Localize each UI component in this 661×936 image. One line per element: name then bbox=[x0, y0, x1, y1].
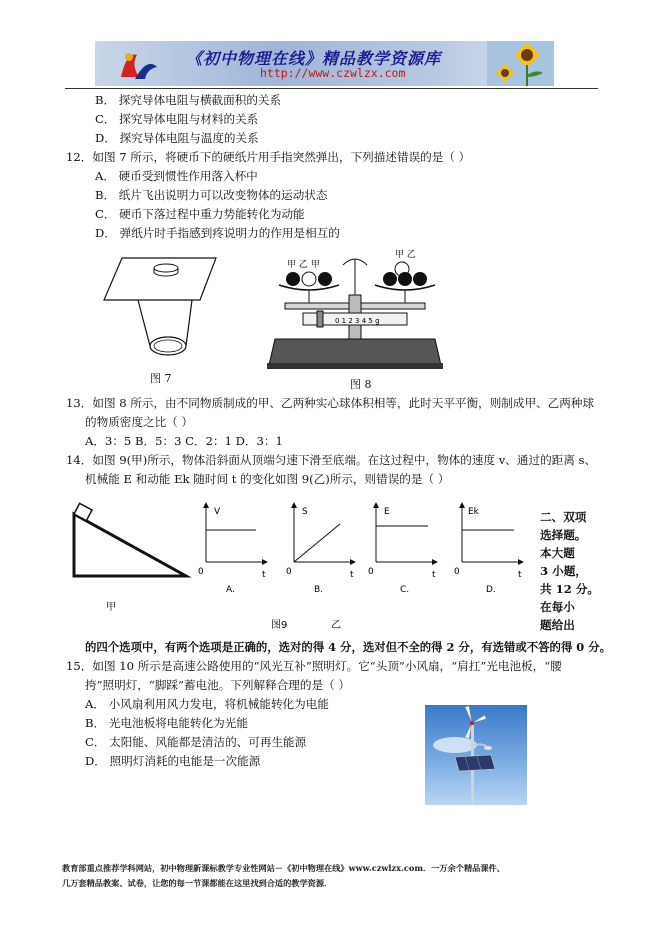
q14-stem-line2: 机械能 E 和动能 Ek 随时间 t 的变化如图 9(乙)所示，则错误的是（ ） bbox=[85, 472, 450, 486]
figure-7-coin-cup bbox=[100, 250, 220, 370]
site-url[interactable]: http://www.czwlzx.com bbox=[260, 66, 406, 80]
q12-option-a: A． 硬币受到惯性作用落入杯中 bbox=[95, 169, 258, 183]
svg-text:图9: 图9 bbox=[271, 620, 288, 631]
footer-line2: 几万套精品教案、试卷，让您的每一节课都能在这里找到合适的教学资源． bbox=[62, 878, 333, 888]
figure-7-caption: 图 7 bbox=[150, 372, 172, 385]
svg-text:0 1 2 3 4 5 g: 0 1 2 3 4 5 g bbox=[335, 317, 380, 325]
figure-10-street-light-photo bbox=[425, 705, 527, 805]
svg-text:0: 0 bbox=[198, 567, 204, 577]
svg-text:甲 乙: 甲 乙 bbox=[395, 250, 416, 260]
q15-option-b: B． 光电池板将电能转化为光能 bbox=[85, 716, 248, 730]
section2-heading-2: 选择题。 bbox=[540, 528, 587, 542]
svg-text:乙: 乙 bbox=[331, 620, 341, 631]
svg-text:甲 乙 甲: 甲 乙 甲 bbox=[287, 260, 320, 270]
svg-text:E: E bbox=[384, 507, 390, 517]
q15-stem-line1: 15．如图 10 所示是高速公路使用的“风光互补”照明灯。它“头顶”小风扇，“肩扛”光电池板，“腰 bbox=[66, 659, 562, 673]
section2-heading-4: 3 小题， bbox=[540, 564, 587, 578]
q12-stem: 12．如图 7 所示，将硬币下的硬纸片用手指突然弹出，下列描述错误的是（ ） bbox=[66, 150, 471, 164]
svg-text:Ek: Ek bbox=[468, 507, 479, 517]
section2-heading-3: 本大题 bbox=[540, 546, 575, 560]
graph-b bbox=[286, 502, 356, 595]
q13-stem-line1: 13．如图 8 所示，由不同物质制成的甲、乙两种实心球体积相等，此时天平平衡，则制成甲、乙两种球 bbox=[66, 396, 595, 410]
section2-heading-1: 二、双项 bbox=[540, 510, 587, 524]
site-logo bbox=[117, 47, 159, 83]
q15-option-c: C． 太阳能、风能都是清洁的、可再生能源 bbox=[85, 735, 307, 749]
q12-option-b: B． 纸片飞出说明力可以改变物体的运动状态 bbox=[95, 188, 328, 202]
q11-option-c: C． 探究导体电阻与材料的关系 bbox=[95, 112, 259, 126]
section2-instructions: 的四个选项中，有两个选项是正确的，选对的得 4 分，选对但不全的得 2 分，有选错或不答的得 0 分。 bbox=[85, 640, 611, 654]
svg-text:V: V bbox=[214, 507, 221, 517]
graph-c bbox=[368, 502, 438, 595]
q15-option-d: D． 照明灯消耗的电能是一次能源 bbox=[85, 754, 261, 768]
svg-text:S: S bbox=[302, 507, 308, 517]
q13-stem-line2: 的物质密度之比（ ） bbox=[85, 415, 194, 429]
q11-option-b: B． 探究导体电阻与横截面积的关系 bbox=[95, 93, 282, 107]
graph-a bbox=[198, 502, 268, 595]
q15-stem-line2: 挎”照明灯，“脚踩”蓄电池。下列解释合理的是（ ） bbox=[85, 678, 350, 692]
q15-option-a: A． 小风扇利用风力发电，将机械能转化为电能 bbox=[85, 697, 329, 711]
svg-text:t: t bbox=[432, 570, 436, 580]
section2-heading-7: 题给出 bbox=[540, 618, 575, 632]
svg-text:0: 0 bbox=[454, 567, 460, 577]
svg-text:t: t bbox=[350, 570, 354, 580]
svg-text:t: t bbox=[262, 570, 266, 580]
figure-8-balance bbox=[265, 245, 445, 375]
sunflower-image bbox=[487, 41, 554, 86]
section2-heading-6: 在每小 bbox=[540, 600, 575, 614]
q12-option-d: D． 弹纸片时手指感到疼说明力的作用是相互的 bbox=[95, 226, 340, 240]
svg-text:B.: B. bbox=[314, 585, 324, 595]
q12-option-c: C． 硬币下落过程中重力势能转化为动能 bbox=[95, 207, 305, 221]
figure-8-caption: 图 8 bbox=[350, 378, 372, 391]
site-title: 《初中物理在线》精品教学资源库 bbox=[186, 49, 442, 68]
footer-line1: 教育部重点推荐学科网站，初中物理新课标教学专业性网站－《初中物理在线》www.czwlzx.com．一万余个精品课件、 bbox=[62, 863, 505, 873]
section2-heading-5: 共 12 分。 bbox=[540, 582, 599, 596]
header-banner bbox=[95, 41, 554, 86]
svg-text:D.: D. bbox=[486, 585, 496, 595]
figure-9-graphs bbox=[66, 500, 536, 635]
header-rule bbox=[65, 88, 598, 89]
svg-text:甲: 甲 bbox=[106, 602, 116, 613]
svg-text:0: 0 bbox=[286, 567, 292, 577]
svg-text:t: t bbox=[518, 570, 522, 580]
svg-text:A.: A. bbox=[226, 585, 235, 595]
svg-text:C.: C. bbox=[400, 585, 410, 595]
q13-options: A．3：5 B．5：3 C．2：1 D．3：1 bbox=[85, 434, 283, 448]
q14-stem-line1: 14．如图 9(甲)所示，物体沿斜面从顶端匀速下滑至底端。在这过程中，物体的速度 v、通过的距离 s、 bbox=[66, 453, 597, 467]
graph-d bbox=[454, 502, 524, 595]
svg-text:0: 0 bbox=[368, 567, 374, 577]
q11-option-d: D． 探究导体电阻与温度的关系 bbox=[95, 131, 259, 145]
